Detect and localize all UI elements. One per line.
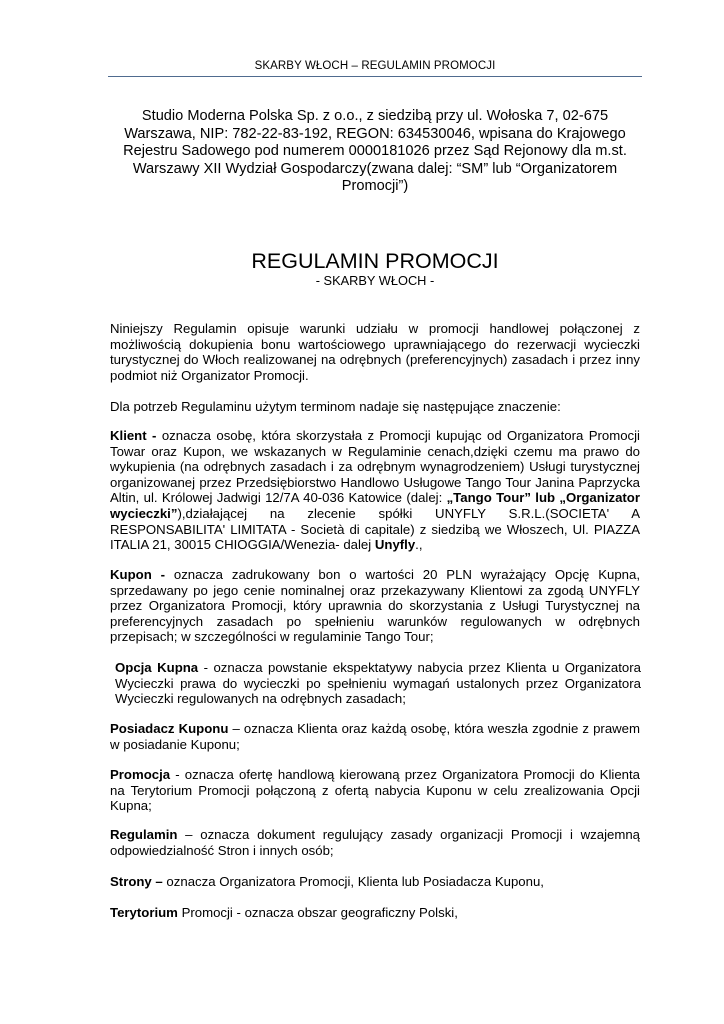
definition-regulamin xyxy=(110,827,640,858)
definition-text: ., xyxy=(415,537,423,553)
definition-text: ),działającej na zlecenie spółki UNYFLY S.R.L.(SOCIETA' A RESPONSABILITA' LIMITATA - Società di capitale) z siedzibą we Włoszech, Ul. PIAZZA ITALIA 21, 30015 CHIOGGIA/Wenezia- dalej xyxy=(110,505,640,553)
definition-opcja-kupna xyxy=(115,660,641,707)
definition-promocja xyxy=(110,767,640,814)
definition-terytorium xyxy=(110,905,640,921)
definition-text: Promocji - oznacza obszar geograficzny Polski, xyxy=(177,905,458,920)
header-divider xyxy=(108,76,642,77)
running-header: SKARBY WŁOCH – REGULAMIN PROMOCJI xyxy=(254,60,496,72)
definition-text: oznacza Organizatora Promocji, Klienta lub Posiadacza Kuponu, xyxy=(162,874,544,889)
definition-term: Promocja xyxy=(110,767,171,782)
definition-text: – oznacza dokument regulujący zasady organizacji Promocji i wzajemną odpowiedzialność Stron i innych osób; xyxy=(110,827,640,858)
definition-text: - oznacza powstanie ekspektatywy nabycia przez Klienta u Organizatora Wycieczki prawa do wycieczki po spełnieniu wymagań ustalonych przez Organizatora Wycieczki regulowanych na odrębnych zasadach; xyxy=(115,660,641,707)
definition-term: Terytorium xyxy=(110,905,178,920)
intro-paragraph: Niniejszy Regulamin opisuje warunki udziału w promocji handlowej połączonej z możliwością dokupienia bonu wartościowego uprawniającego do rezerwacji wycieczki turystycznej do Włoch realizowanej na odrębnych (preferencyjnych) zasadach i przez inny podmiot niż Organizator Promocji. xyxy=(110,321,640,383)
company-info: Studio Moderna Polska Sp. z o.o., z siedzibą przy ul. Wołoska 7, 02-675 Warszawa, NIP: 782-22-83-192, REGON: 634530046, wpisana do Krajowego Rejestru Sadowego pod numerem 0000181026 przez Sąd Rejonowy dla m.st. Warszawy XII Wydział Gospodarczy(zwana dalej: “SM” lub “Organizatorem Promocji”) xyxy=(123,108,627,195)
definition-strony xyxy=(110,874,640,890)
definition-klient xyxy=(110,428,640,553)
definition-posiadacz-kuponu xyxy=(110,721,640,752)
definition-text: - oznacza ofertę handlową kierowaną przez Organizatora Promocji do Klienta na Terytorium Promocji połączoną z ofertą nabycia Kuponu w celu zrealizowania Opcji Kupna; xyxy=(110,767,640,814)
definition-text: – oznacza Klienta oraz każdą osobę, która weszła zgodnie z prawem w posiadanie Kuponu; xyxy=(110,721,640,752)
definition-term: Kupon - xyxy=(110,567,166,582)
definition-term: Regulamin xyxy=(110,827,178,842)
definition-term: Posiadacz Kuponu xyxy=(110,721,229,736)
definition-bold-text: Unyfly xyxy=(374,537,416,553)
document-subtitle: - SKARBY WŁOCH - xyxy=(315,273,435,288)
definition-kupon xyxy=(110,567,640,645)
definition-bold-text: „Tango Tour” lub „Organizator wycieczki” xyxy=(110,490,640,521)
definition-term: Opcja Kupna xyxy=(115,660,199,675)
definition-text: oznacza osobę, która skorzystała z Promocji kupując od Organizatora Promocji Towar oraz Kupon, we wskazanych w Regulaminie cenach,dzięki czemu ma prawo do wykupienia (na odrębnych zasadach i za odrębnym wynagrodzeniem) Usługi turystycznej organizowanej przez Przedsiębiorstwo Handlowo Usługowe Tango Tour Janina Paprzycka Altin, ul. Królowej Jadwigi 12/7A 40-036 Katowice (dalej: xyxy=(110,428,640,506)
document-title: REGULAMIN PROMOCJI xyxy=(251,249,499,273)
definition-text: oznacza zadrukowany bon o wartości 20 PLN wyrażający Opcję Kupna, sprzedawany po jego cenie nominalnej oraz przekazywany Klientowi za zgodą UNYFLY przez Organizatora Promocji, który uprawnia do skorzystania z Usługi Turystycznej na preferencyjnych zasadach po spełnieniu warunków regulowanych w odrębnych przepisach; w szczególności w regulaminie Tango Tour; xyxy=(110,567,640,645)
terms-lead-paragraph: Dla potrzeb Regulaminu użytym terminom nadaje się następujące znaczenie: xyxy=(110,399,561,414)
definition-term: Klient - xyxy=(110,428,157,443)
definition-term: Strony – xyxy=(110,874,163,889)
